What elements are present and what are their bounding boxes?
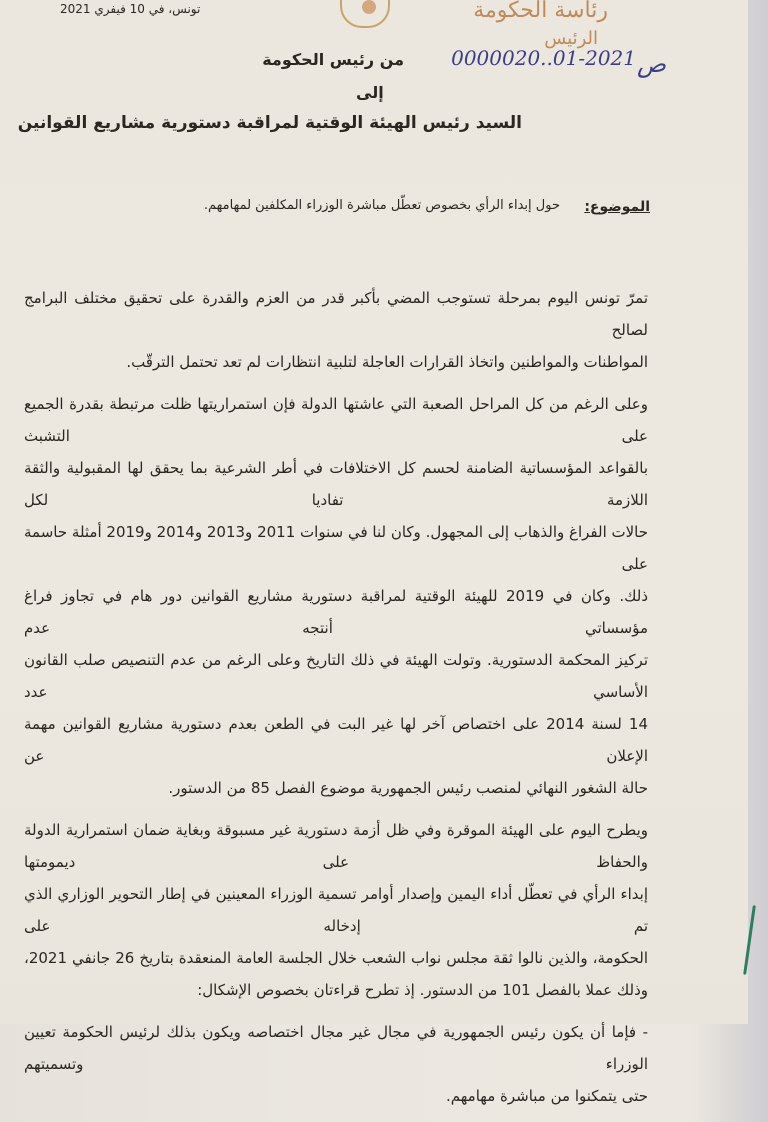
body-line: تركيز المحكمة الدستورية. وتولت الهيئة في ذلك التاريخ وعلى الرغم من عدم التنصيص صلب القانون الأساسي عدد bbox=[24, 651, 648, 701]
subject-label: الموضوع: bbox=[584, 199, 650, 215]
body-line: الحكومة، والذين نالوا ثقة مجلس نواب الشعب خلال الجلسة العامة المنعقدة بتاريخ 26 جانفي 2021، bbox=[24, 949, 648, 967]
handwritten-reference: 0000020..01-2021 bbox=[451, 46, 636, 70]
body-line: بالقواعد المؤسساتية الضامنة لحسم كل الاختلافات في أطر الشرعية بما يحقق لها المقبولية والثقة اللازمة تفاديا لكل bbox=[24, 459, 648, 509]
handwritten-prefix: ص bbox=[636, 50, 666, 78]
body-line: وعلى الرغم من كل المراحل الصعبة التي عاشتها الدولة فإن استمراريتها ظلت مرتبطة بقدرة الجميع على التشبث bbox=[24, 395, 648, 445]
subject-text: حول إبداء الرأي بخصوص تعطّل مباشرة الوزراء المكلفين لمهامهم. bbox=[203, 198, 560, 213]
body-line: ويطرح اليوم على الهيئة الموقرة وفي ظل أزمة دستورية غير مسبوقة وبغاية ضمان استمرارية الدولة والحفاظ على ديمومتها bbox=[24, 821, 648, 871]
body-line: حتى يتمكنوا من مباشرة مهامهم. bbox=[446, 1087, 648, 1105]
place-date: تونس، في 10 فيفري 2021 bbox=[60, 2, 201, 16]
body-line: وذلك عملا بالفصل 101 من الدستور. إذ تطرح قراءتان بخصوص الإشكال: bbox=[197, 981, 648, 999]
body-line: ذلك. وكان في 2019 للهيئة الوقتية لمراقبة دستورية مشاريع القوانين دور هام في تجاوز فراغ مؤسساتي أنتجه عدم bbox=[24, 587, 648, 637]
body-line: حالة الشغور النهائي لمنصب رئيس الجمهورية موضوع الفصل 85 من الدستور. bbox=[168, 779, 648, 797]
to-label: إلى bbox=[356, 83, 384, 102]
body-line: المواطنات والمواطنين واتخاذ القرارات العاجلة لتلبية انتظارات لم تعد تحتمل الترقّب. bbox=[126, 353, 648, 371]
paragraph-1 bbox=[24, 282, 648, 378]
coat-of-arms-icon bbox=[340, 0, 390, 28]
body-line: إبداء الرأي في تعطّل أداء اليمين وإصدار أوامر تسمية الوزراء المعينين في إطار التحوير الوزاري الذي تم إدخاله على bbox=[24, 885, 648, 935]
paragraph-3 bbox=[24, 814, 648, 1006]
letter-body bbox=[24, 282, 648, 1122]
body-line: تمرّ تونس اليوم بمرحلة تستوجب المضي بأكبر قدر من العزم والقدرة على تحقيق مختلف البرامج لصالح bbox=[24, 289, 648, 339]
stamp-role: الرئيس bbox=[544, 28, 598, 49]
body-line: حالات الفراغ والذهاب إلى المجهول. وكان لنا في سنوات 2011 و2013 و2014 و2019 أمثلة حاسمة على bbox=[24, 523, 649, 573]
paragraph-4 bbox=[24, 1016, 648, 1112]
recipient: السيد رئيس الهيئة الوقتية لمراقبة دستورية مشاريع القوانين bbox=[17, 113, 522, 133]
stamp-office: رئاسة الحكومة bbox=[473, 0, 608, 23]
sender: من رئيس الحكومة bbox=[262, 50, 404, 69]
body-line: 14 لسنة 2014 على اختصاص آخر لها غير البت في الطعن بعدم دستورية مشاريع القوانين مهمة الإعلان عن bbox=[24, 715, 648, 765]
body-line: - فإما أن يكون رئيس الجمهورية في مجال غير مجال اختصاصه ويكون بذلك لرئيس الحكومة تعيين الوزراء وتسميتهم bbox=[24, 1023, 648, 1073]
paragraph-2 bbox=[24, 388, 648, 804]
